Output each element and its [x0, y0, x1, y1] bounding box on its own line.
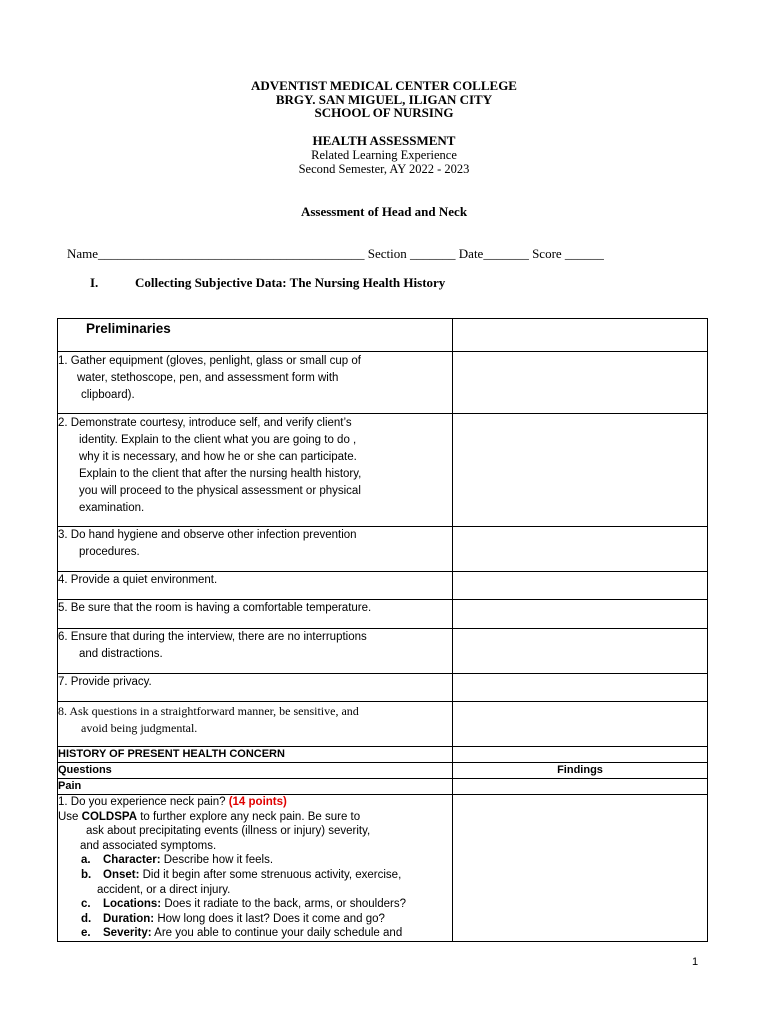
list-letter: e.	[81, 927, 91, 940]
list-desc: Did it begin after some strenuous activity, exercise,	[142, 868, 402, 881]
findings-cell[interactable]	[453, 629, 708, 674]
findings-cell[interactable]	[453, 572, 708, 600]
preliminary-item	[58, 572, 453, 600]
preliminary-item	[58, 674, 453, 702]
item-text: 6. Ensure that during the interview, there are no interruptions	[58, 631, 367, 643]
findings-cell[interactable]	[453, 527, 708, 572]
item-text: examination.	[79, 502, 145, 514]
item-text: 2. Demonstrate courtesy, introduce self, and verify client’s	[58, 417, 352, 429]
preliminaries-title: Preliminaries	[86, 321, 171, 336]
preliminaries-header-cell	[58, 319, 453, 352]
question-text: ask about precipitating events (illness or injury) severity,	[86, 825, 371, 838]
item-text: you will proceed to the physical assessment or physical	[79, 485, 361, 497]
findings-cell[interactable]	[453, 414, 708, 527]
item-text: clipboard).	[81, 389, 135, 401]
preliminary-item	[58, 702, 453, 747]
item-text: avoid being judgmental.	[81, 721, 198, 735]
findings-label: Findings	[453, 763, 708, 779]
list-desc: Are you able to continue your daily schedule and	[154, 927, 403, 940]
item-text: why it is necessary, and how he or she can participate.	[79, 451, 357, 463]
item-text: 4. Provide a quiet environment.	[58, 574, 218, 586]
list-item	[58, 868, 452, 897]
list-term: Severity:	[103, 927, 152, 940]
list-desc-cont: accident, or a direct injury.	[97, 883, 231, 896]
assessment-checklist-table	[57, 318, 708, 942]
table-row	[58, 352, 708, 414]
item-text: Explain to the client that after the nursing health history,	[79, 468, 362, 480]
list-desc: How long does it last? Does it come and go?	[157, 912, 385, 925]
list-desc: Does it radiate to the back, arms, or shoulders?	[164, 898, 406, 911]
item-text: water, stethoscope, pen, and assessment form with	[77, 372, 339, 384]
experience-label: Related Learning Experience	[311, 148, 457, 162]
list-desc: Describe how it feels.	[163, 854, 274, 867]
preliminary-item	[58, 352, 453, 414]
list-letter: a.	[81, 854, 91, 867]
findings-cell[interactable]	[453, 319, 708, 352]
table-row	[58, 779, 708, 795]
findings-cell	[453, 779, 708, 795]
question-text: 1. Do you experience neck pain?	[58, 796, 226, 808]
table-row	[58, 319, 708, 352]
item-text: 7. Provide privacy.	[58, 676, 152, 688]
findings-cell[interactable]	[453, 674, 708, 702]
college-address: BRGY. SAN MIGUEL, ILIGAN CITY	[275, 92, 493, 107]
school-name: SCHOOL OF NURSING	[314, 105, 454, 120]
table-row	[58, 414, 708, 527]
findings-cell[interactable]	[453, 702, 708, 747]
course-title: HEALTH ASSESSMENT	[312, 133, 456, 148]
section-heading	[90, 275, 445, 291]
table-row	[58, 702, 708, 747]
list-term: Character:	[103, 854, 161, 867]
table-row	[58, 747, 708, 763]
table-row	[58, 572, 708, 600]
list-term: Duration:	[103, 912, 155, 925]
table-row	[58, 527, 708, 572]
item-text: 8. Ask questions in a straightforward manner, be sensitive, and	[58, 704, 359, 718]
table-row	[58, 629, 708, 674]
preliminary-item	[58, 414, 453, 527]
item-text: procedures.	[79, 546, 140, 558]
use-rest: to further explore any neck pain. Be sure to	[140, 810, 361, 823]
list-term: Onset:	[103, 868, 140, 881]
list-item	[58, 926, 452, 941]
question-cell	[58, 795, 453, 942]
section-number: I.	[90, 275, 99, 290]
page-number: 1	[692, 956, 699, 968]
list-item	[58, 853, 452, 868]
coldspa-acronym: COLDSPA	[81, 810, 138, 823]
table-row	[58, 795, 708, 942]
preliminary-item	[58, 600, 453, 629]
item-text: 5. Be sure that the room is having a comfortable temperature.	[58, 602, 372, 614]
preliminary-item	[58, 527, 453, 572]
student-info-line: Name_________________________________________ Section _______ Date_______ Score ______	[67, 246, 604, 261]
item-text: 3. Do hand hygiene and observe other infection prevention	[58, 529, 357, 541]
table-row	[58, 674, 708, 702]
semester-label: Second Semester, AY 2022 - 2023	[298, 162, 470, 176]
findings-cell	[453, 747, 708, 763]
question-text: and associated symptoms.	[80, 839, 217, 852]
list-letter: b.	[81, 868, 92, 881]
use-prefix: Use	[58, 810, 79, 823]
document-title: Assessment of Head and Neck	[300, 204, 468, 219]
pain-label: Pain	[58, 779, 453, 795]
list-item	[58, 912, 452, 927]
table-row	[58, 763, 708, 779]
questions-label: Questions	[58, 763, 453, 779]
college-name: ADVENTIST MEDICAL CENTER COLLEGE	[251, 78, 517, 93]
list-letter: d.	[81, 912, 92, 925]
list-letter: c.	[81, 898, 91, 911]
points-label: (14 points)	[228, 796, 287, 808]
history-heading: HISTORY OF PRESENT HEALTH CONCERN	[58, 747, 453, 763]
table-row	[58, 600, 708, 629]
list-term: Locations:	[103, 898, 162, 911]
section-title: Collecting Subjective Data: The Nursing Health History	[135, 275, 446, 290]
findings-cell[interactable]	[453, 795, 708, 942]
list-item	[58, 897, 452, 912]
preliminary-item	[58, 629, 453, 674]
item-text: 1. Gather equipment (gloves, penlight, glass or small cup of	[58, 355, 361, 367]
findings-cell[interactable]	[453, 600, 708, 629]
item-text: and distractions.	[79, 648, 163, 660]
findings-cell[interactable]	[453, 352, 708, 414]
item-text: identity. Explain to the client what you are going to do ,	[79, 434, 357, 446]
